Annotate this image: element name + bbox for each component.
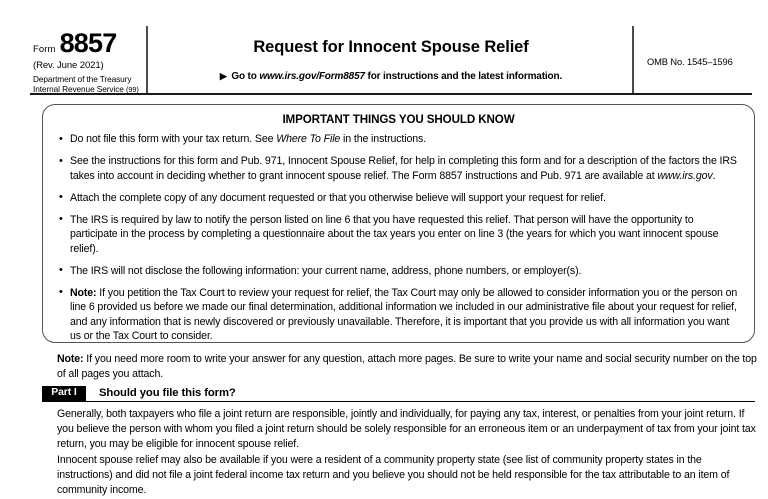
part-one-paragraph: Innocent spouse relief may also be available if you were a resident of a community property state (see list of community property states in the instructions) and did not file a joint federal income tax return and you believe you should not be held responsible for the tax attributable to an item of community income. [57,454,730,497]
important-things-item [57,264,740,279]
bullet-text-segment: . [712,169,716,182]
important-things-item [57,286,740,344]
important-things-item [57,132,740,147]
part-one-heading: Should you file this form? [99,387,236,399]
part-one-paragraph: Generally, both taxpayers who file a joint return are responsible, jointly and individually, for paying any tax, interest, or penalties from your joint return. If you believe the person with whom you filed a joint return should be solely responsible for an erroneous item or an underpayment of tax from your joint tax return, you may be eligible for innocent spouse relief. [57,408,756,451]
omb-number: OMB No. 1545–1596 [647,57,733,67]
department-name: Department of the Treasury [33,74,132,84]
form-number-line [33,30,140,57]
important-things-box [42,104,755,343]
goto-prefix-label: Go to [231,71,257,82]
part-one-banner [42,386,755,402]
important-things-list [57,132,740,344]
bullet-text-segment: Do not file this form with your tax return. See [70,133,277,145]
bullet-text-segment: See the instructions for this form and Pub. 971, Innocent Spouse Relief, for help in completing this form and for a description of the factors the IRS takes into account in deciding whether to grant innocent spouse relief. The Form 8857 instructions and Pub. 971 are available at [70,155,737,182]
attachment-note-text: If you need more room to write your answer for any question, attach more pages. Be sure to write your name and social security number on the top of all pages you attach. [57,353,757,381]
form-word-label: Form [33,44,56,55]
header-title-block [150,26,634,93]
goto-instructions-line [150,71,632,82]
irs-form-url[interactable]: www.irs.gov/Form8857 [259,71,365,82]
important-things-item [57,191,740,206]
bullet-text-segment: If you petition the Tax Court to review your request for relief, the Tax Court may only be allowed to consider information you or the person on line 6 provided us before we made our final determination, additional information we included in our administrative file about your request for relief, and any information that is newly discovered or previously unavailable. Therefore, it is important that you provide us with all information you want us or the Tax Court to consider. [70,286,738,342]
form-revision-date: (Rev. June 2021) [33,60,104,71]
important-things-title: IMPORTANT THINGS YOU SHOULD KNOW [282,113,515,126]
header-form-identity [30,26,148,93]
attachment-note [57,352,757,382]
bullet-text-segment: www.irs.gov [657,169,713,182]
bullet-text-segment: The IRS is required by law to notify the person listed on line 6 that you have requested this relief. That person will have the opportunity to participate in the process by completing a questionnaire about the tax years you enter on line 3 (the years for which you want innocent spouse relief). [70,213,719,255]
header-omb-block [636,26,752,93]
bullet-text-segment: Attach the complete copy of any document requested or that you otherwise believe will support your request for relief. [70,191,606,204]
important-things-item [57,154,740,183]
service-name: Internal Revenue Service [33,83,124,94]
page-title: Request for Innocent Spouse Relief [253,38,529,56]
important-things-item [57,213,740,257]
attachment-note-label: Note: [57,353,84,365]
bullet-text-segment: in the instructions. [340,133,427,145]
form-header [30,26,752,95]
goto-suffix-label: for instructions and the latest information. [367,71,563,82]
right-triangle-icon: ▶ [219,71,227,81]
form-code-99: (99) [125,84,139,94]
form-number: 8857 [59,28,117,58]
bullet-text-segment: The IRS will not disclose the following information: your current name, address, phone numbers, or employer(s). [70,264,582,277]
bullet-text-segment: Note: [70,286,97,299]
part-one-tag: Part I [42,386,86,401]
bullet-text-segment: Where To File [276,133,341,145]
issuing-agency [33,75,140,94]
part-one-body [57,407,757,499]
